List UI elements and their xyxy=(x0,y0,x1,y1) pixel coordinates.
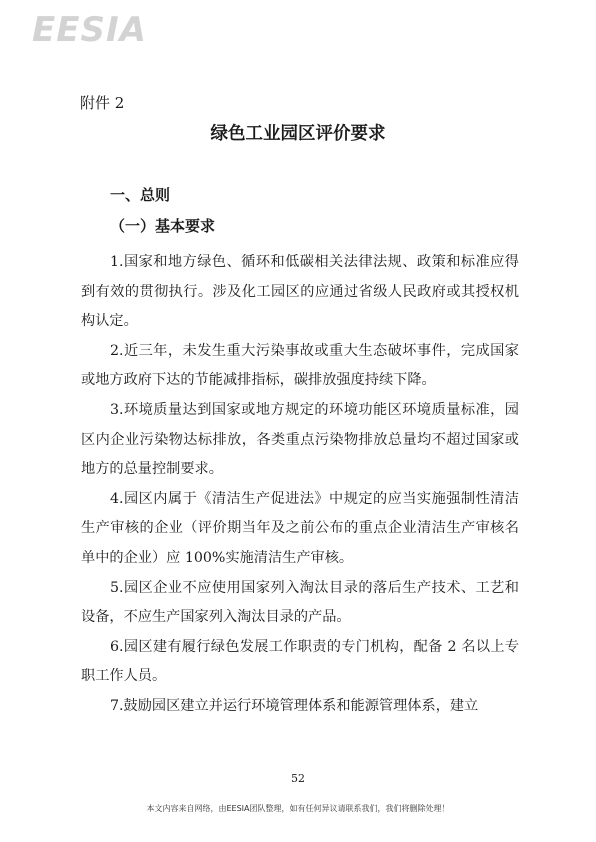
paragraph-7: 7.鼓励园区建立并运行环境管理体系和能源管理体系，建立 xyxy=(110,697,479,714)
paragraph-1: 1.国家和地方绿色、循环和低碳相关法律法规、政策和标准应得到有效的贯彻执行。涉及化工园区的应通过省级人民政府或其授权机构认定。 xyxy=(81,254,519,330)
attachment-label: 附件 2 xyxy=(80,94,125,112)
paragraph-4: 4.园区内属于《清洁生产促进法》中规定的应当实施强制性清洁生产审核的企业（评价期当年及之前公布的重点企业清洁生产审核名单中的企业）应 100%实施清洁生产审核。 xyxy=(81,490,519,566)
paragraph-6: 6.园区建有履行绿色发展工作职责的专门机构，配备 2 名以上专职工作人员。 xyxy=(81,638,519,685)
section-heading: 一、总则 xyxy=(110,186,171,204)
document-title: 绿色工业园区评价要求 xyxy=(210,124,386,144)
eesia-logo: EESIA xyxy=(32,10,147,50)
footer-note: 本文内容来自网络，由EESIA团队整理，如有任何异议请联系我们，我们将删除处理！ xyxy=(146,804,450,813)
paragraph-3: 3.环境质量达到国家或地方规定的环境功能区环境质量标准，园区内企业污染物达标排放，各类重点污染物排放总量均不超过国家或地方的总量控制要求。 xyxy=(81,401,519,478)
page-number: 52 xyxy=(291,772,305,785)
body-text xyxy=(81,248,519,722)
sub-heading: （一）基本要求 xyxy=(110,217,216,235)
paragraph-2: 2.近三年，未发生重大污染事故或重大生态破坏事件，完成国家或地方政府下达的节能减排指标，碳排放强度持续下降。 xyxy=(81,342,519,389)
paragraph-5: 5.园区企业不应使用国家列入淘汰目录的落后生产技术、工艺和设备，不应生产国家列入淘汰目录的产品。 xyxy=(81,579,519,626)
